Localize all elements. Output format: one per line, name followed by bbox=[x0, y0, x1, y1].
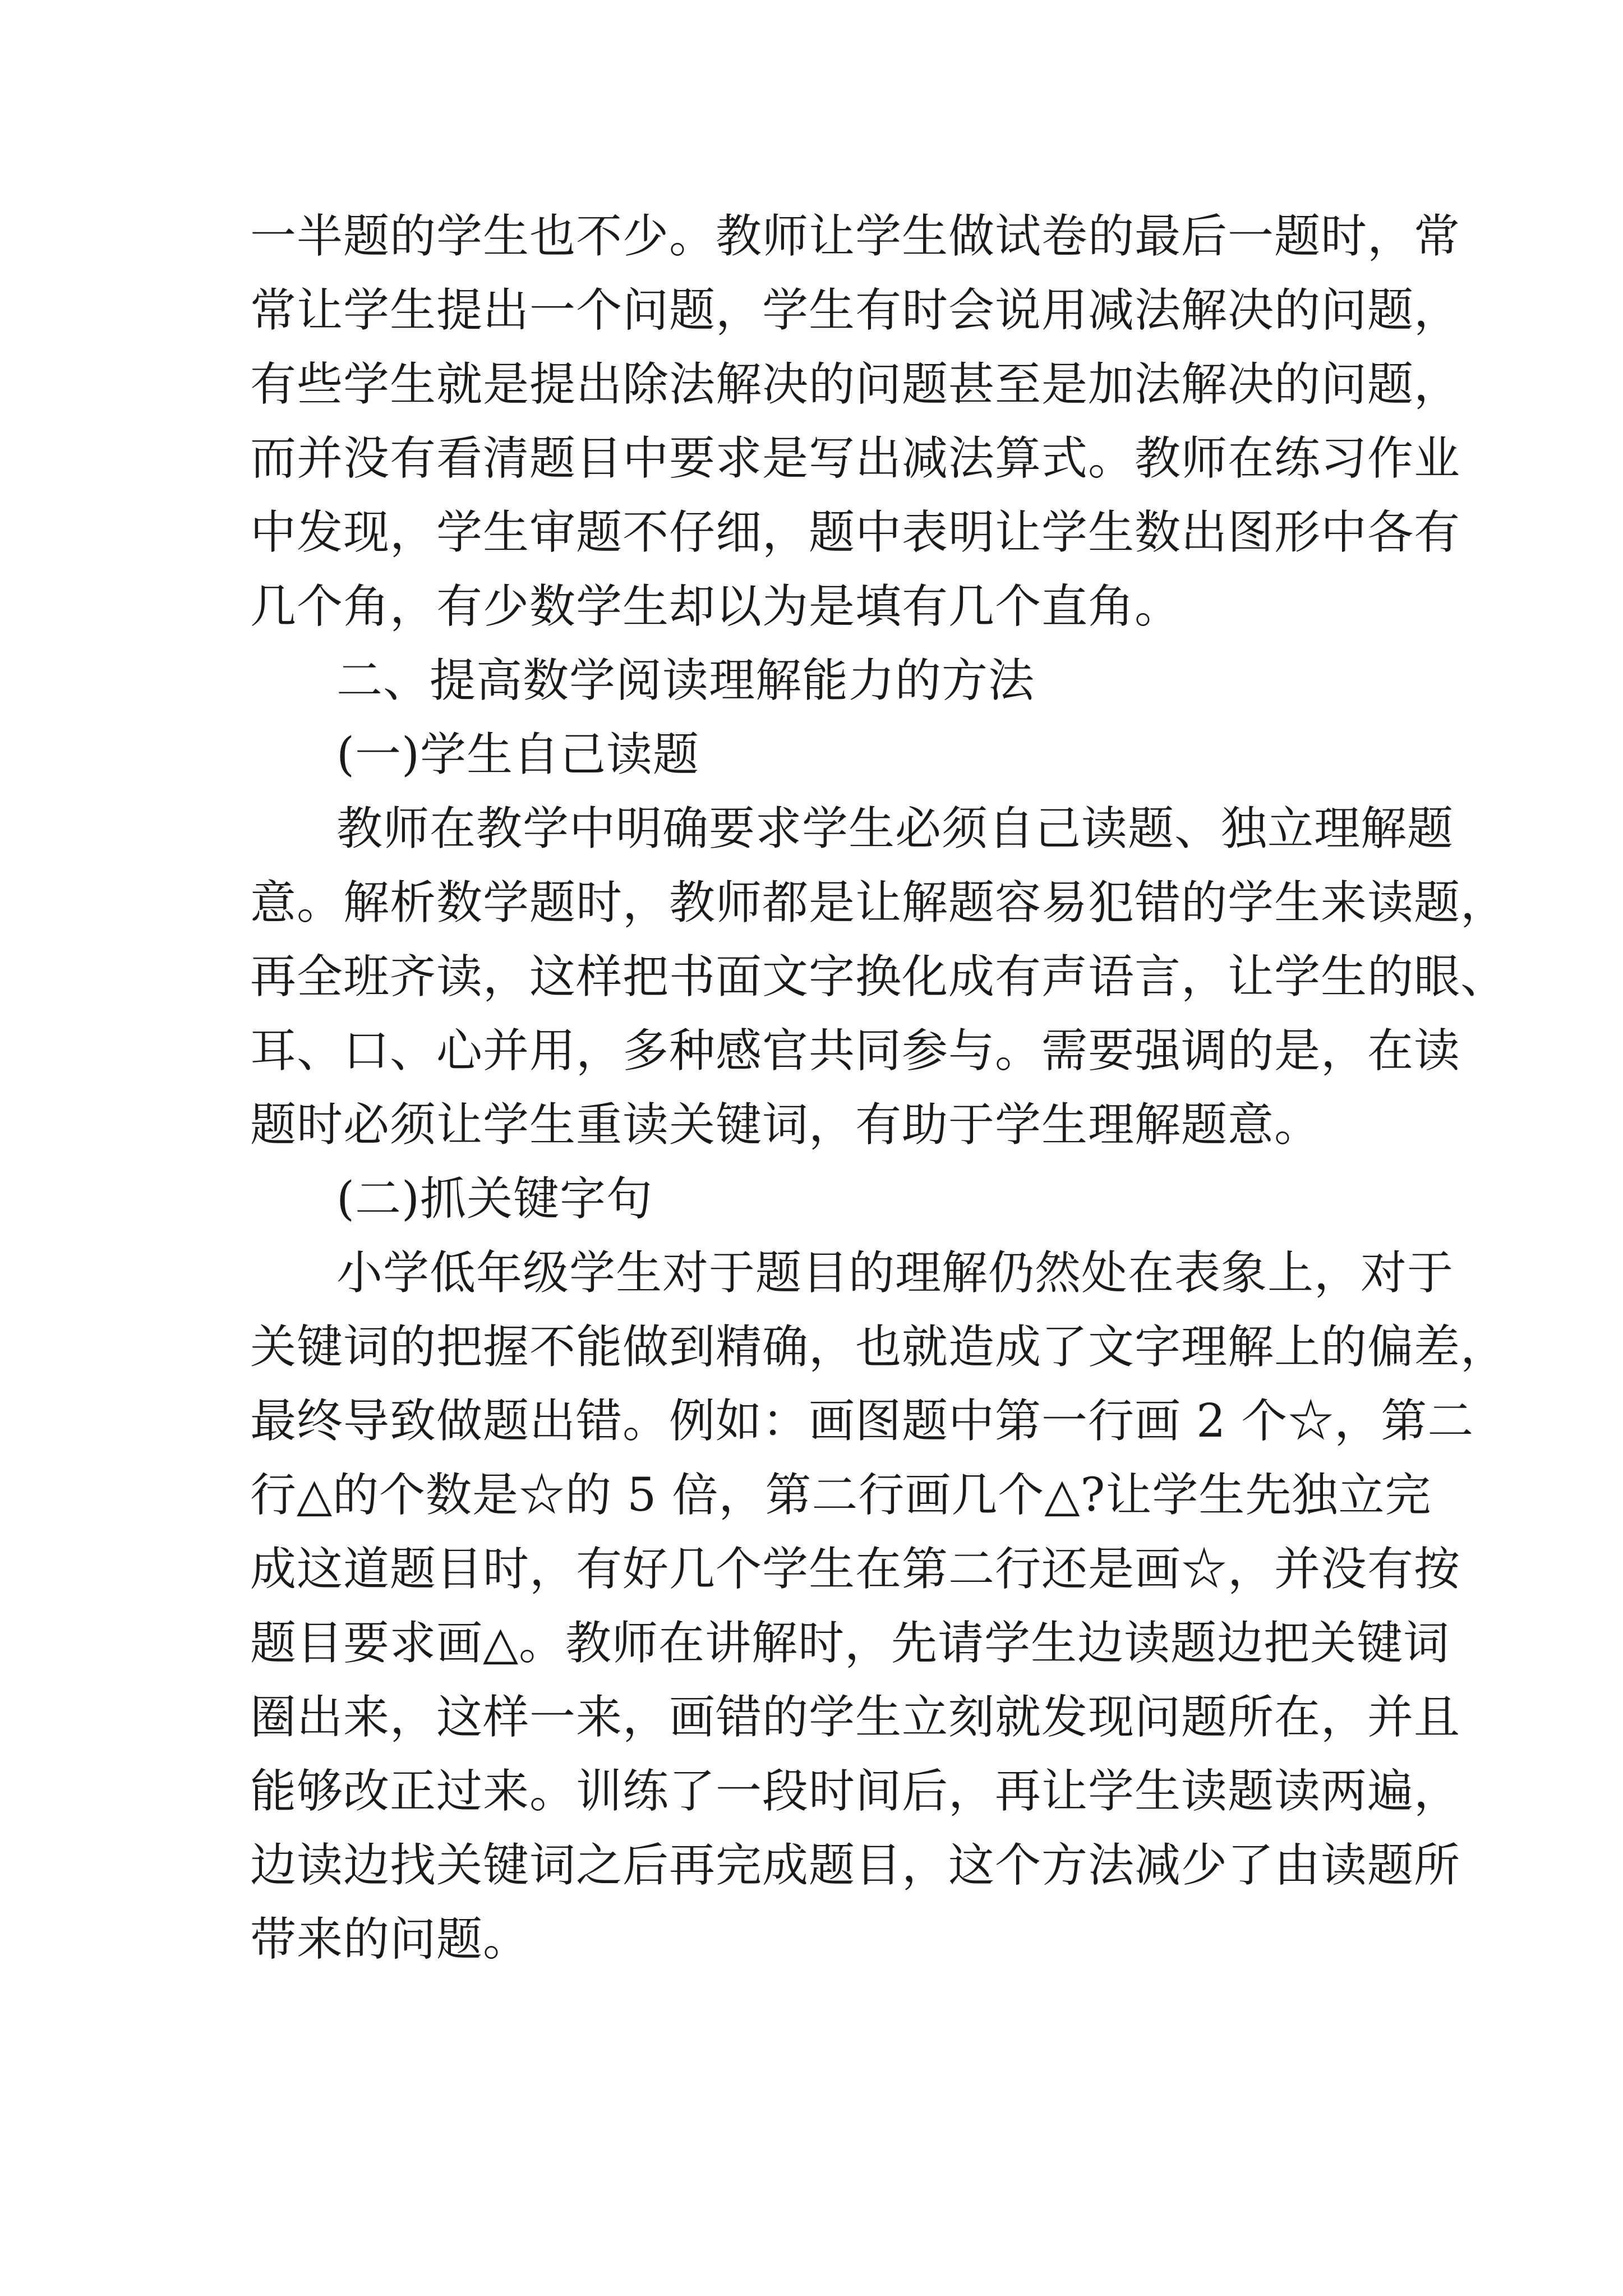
paragraph-1-line-3: 有些学生就是提出除法解决的问题甚至是加法解决的问题， bbox=[250, 358, 1461, 411]
paragraph-1-line-2: 常让学生提出一个问题，学生有时会说用减法解决的问题， bbox=[250, 284, 1461, 337]
paragraph-3-line-3: 最终导致做题出错。例如：画图题中第一行画 2 个☆，第二 bbox=[250, 1395, 1474, 1448]
paragraph-1-line-1: 一半题的学生也不少。教师让学生做试卷的最后一题时，常 bbox=[250, 210, 1461, 263]
paragraph-3-line-6: 题目要求画△。教师在讲解时，先请学生边读题边把关键词 bbox=[250, 1617, 1450, 1670]
paragraph-2-line-2: 意。解析数学题时，教师都是让解题容易犯错的学生来读题， bbox=[250, 876, 1507, 930]
paragraph-2-line-5: 题时必须让学生重读关键词，有助于学生理解题意。 bbox=[250, 1098, 1321, 1152]
paragraph-3-line-9: 边读边找关键词之后再完成题目，这个方法减少了由读题所 bbox=[250, 1839, 1461, 1892]
paragraph-3-line-10: 带来的问题。 bbox=[250, 1913, 530, 1966]
paragraph-2-line-1: 教师在教学中明确要求学生必须自己读题、独立理解题 bbox=[336, 802, 1454, 855]
section-heading: 二、提高数学阅读理解能力的方法 bbox=[336, 654, 1035, 707]
paragraph-3-line-2: 关键词的把握不能做到精确，也就造成了文字理解上的偏差， bbox=[250, 1320, 1507, 1374]
subheading-2: (二)抓关键字句 bbox=[336, 1172, 653, 1226]
paragraph-3-line-7: 圈出来，这样一来，画错的学生立刻就发现问题所在，并且 bbox=[250, 1691, 1461, 1744]
paragraph-3-line-1: 小学低年级学生对于题目的理解仍然处在表象上，对于 bbox=[336, 1246, 1454, 1300]
paragraph-1-line-4: 而并没有看清题目中要求是写出减法算式。教师在练习作业 bbox=[250, 432, 1461, 485]
paragraph-1-line-6: 几个角，有少数学生却以为是填有几个直角。 bbox=[250, 580, 1182, 633]
paragraph-1-line-5: 中发现，学生审题不仔细，题中表明让学生数出图形中各有 bbox=[250, 506, 1461, 559]
paragraph-3-line-5: 成这道题目时，有好几个学生在第二行还是画☆，并没有按 bbox=[250, 1543, 1461, 1596]
paragraph-2-line-4: 耳、口、心并用，多种感官共同参与。需要强调的是，在读 bbox=[250, 1024, 1461, 1078]
subheading-1: (一)学生自己读题 bbox=[336, 728, 699, 781]
paragraph-3-line-8: 能够改正过来。训练了一段时间后，再让学生读题读两遍， bbox=[250, 1765, 1461, 1818]
paragraph-3-line-4: 行△的个数是☆的 5 倍，第二行画几个△?让学生先独立完 bbox=[250, 1469, 1432, 1522]
paragraph-2-line-3: 再全班齐读，这样把书面文字换化成有声语言，让学生的眼、 bbox=[250, 950, 1507, 1004]
